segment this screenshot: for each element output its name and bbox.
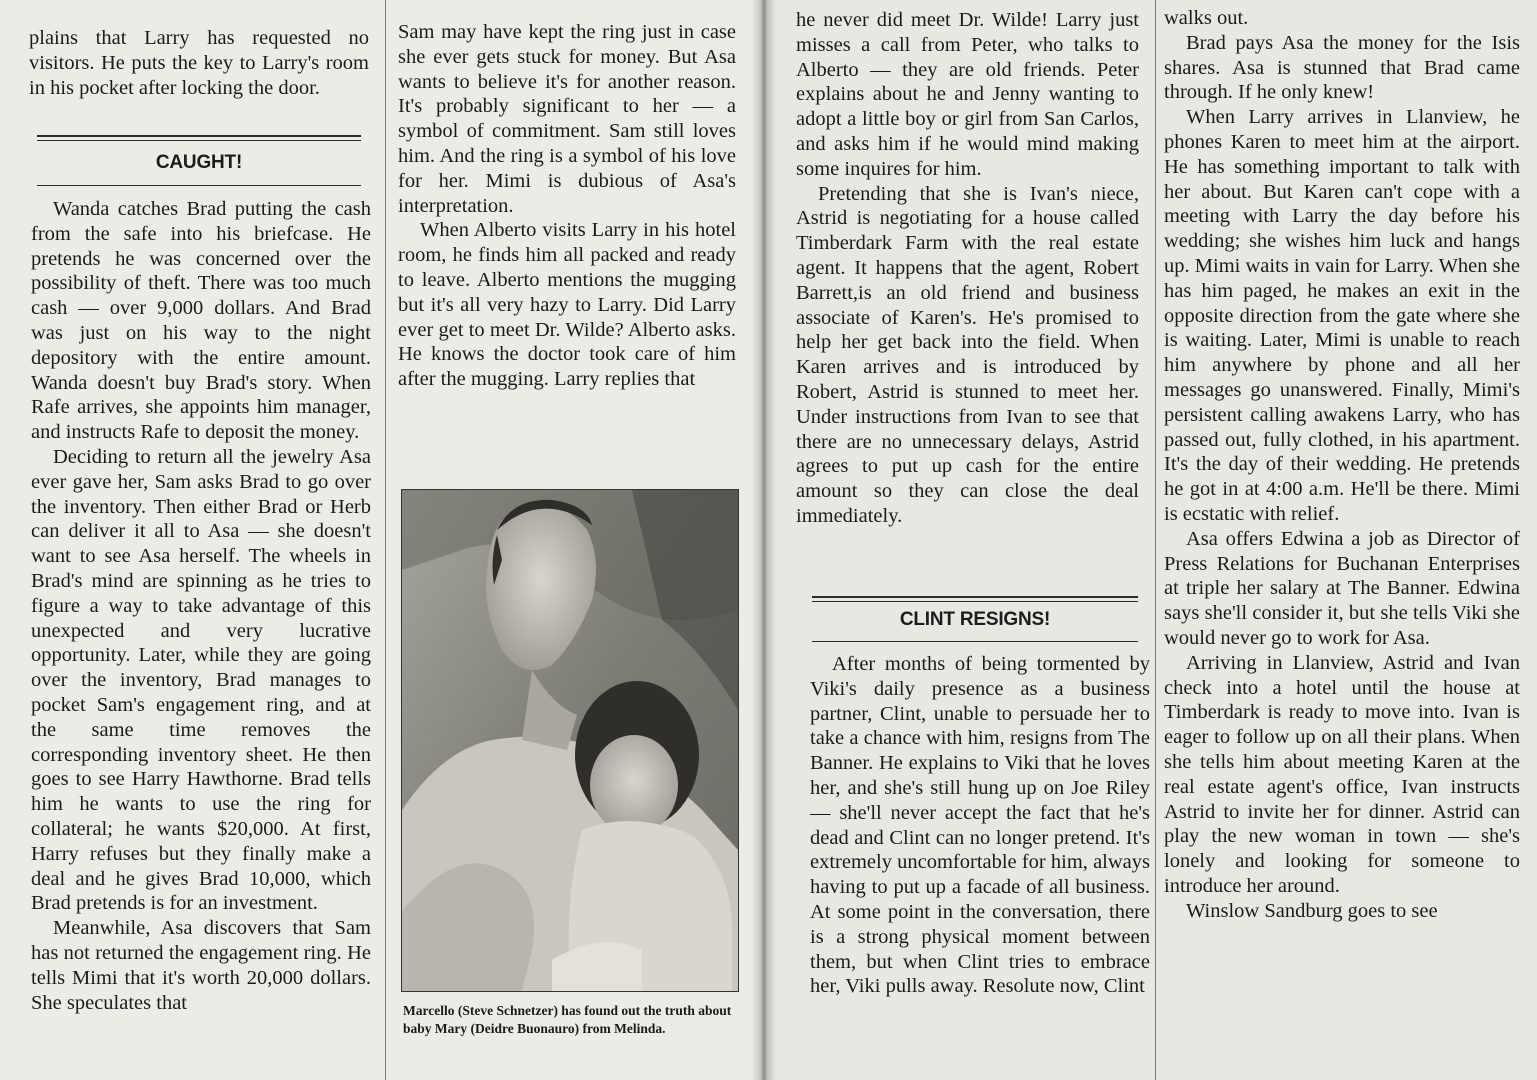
paragraph: Wanda catches Brad putting the cash from the safe into his briefcase. He pretends he was concerned over the possibility of theft. There was too much cash — over 9,000 dollars. And Brad was just on his way to the night depository with the entire amount. Wanda doesn't buy Brad's story. When Rafe arrives, she appoints him manager, and instructs Rafe to deposit the money. (31, 198, 371, 444)
paragraph: When Alberto visits Larry in his hotel room, he finds him all packed and ready to leave. Alberto mentions the mugging but it's all very hazy to Larry. Did Larry ever get to meet Dr. Wilde? Alberto asks. He knows the doctor took care of him after the mugging. Larry replies that (398, 219, 736, 391)
paragraph: Pretending that she is Ivan's niece, Astrid is negotiating for a house called Timberdark Farm with the real estate agent. It happens that the agent, Robert Barrett,is an old friend and business associate of Karen's. He's promised to help her get back into the field. When Karen arrives and is introduced by Robert, Astrid is stunned to meet her. Under instructions from Ivan to see that there are no unnecessary delays, Astrid agrees to put up cash for the entire amount so they can close the deal immediately. (796, 182, 1139, 527)
column-1-body (31, 197, 371, 1077)
paragraph: Brad pays Asa the money for the Isis shares. Asa is stunned that Brad came through. If he only knew! (1164, 31, 1520, 104)
column-divider (385, 0, 386, 1080)
column-3 (796, 8, 1139, 588)
heading-rule-top (812, 596, 1138, 598)
paragraph: Arriving in Llanview, Astrid and Ivan check into a hotel until the house at Timberdark is ready to move into. Ivan is eager to follow up on all their plans. When she tells him about meeting Karen at the real estate agent's office, Ivan instructs Astrid to invite her for dinner. Astrid can play the new woman in town — she's lonely and looking for someone to introduce her around. (1164, 651, 1520, 897)
column-3-lower (810, 652, 1150, 1072)
heading-rule-bottom (812, 641, 1138, 642)
section-heading-clint-resigns: CLINT RESIGNS! (899, 609, 1051, 630)
heading-rule-top (37, 135, 361, 137)
column-4 (1164, 6, 1520, 1076)
paragraph: walks out. (1164, 7, 1249, 29)
paragraph: When Larry arrives in Llanview, he phones Karen to meet him at the airport. He has something important to talk with her about. But Karen can't cope with a meeting with Larry the day before his wedding; she wishes him luck and hangs up. Mimi waits in vain for Larry. When she has him paged, he makes an exit in the opposite direction from the gate where she is waiting. Later, Mimi is unable to reach him anywhere by phone and all her messages go unanswered. Finally, Mimi's persistent calling awakens Larry, who has passed out, fully clothed, in his apartment. It's the day of their wedding. He pretends he got in at 4:00 a.m. He'll be there. Mimi is ecstatic with relief. (1164, 106, 1520, 525)
heading-rule-bottom (37, 185, 361, 186)
paragraph: Deciding to return all the jewelry Asa ever gave her, Sam asks Brad to go over the inventory. Then either Brad or Herb can deliver it all to Asa — she doesn't want to see Asa herself. The wheels in Brad's mind are spinning as he tries to figure a way to take advantage of this unexpected and very lucrative opportunity. Later, while they are going over the inventory, Brad manages to pocket Sam's engagement ring, and at the same time removes the corresponding inventory sheet. He then goes to see Harry Hawthorne. Brad tells him he wants to use the ring for collateral; he wants $20,000. At first, Harry refuses but they finally make a deal and he gives Brad 10,000, which Brad pretends is for an investment. (31, 445, 371, 915)
paragraph: After months of being tormented by Viki's daily presence as a business partner, Clint, unable to persuade her to take a chance with him, resigns from The Banner. He explains to Viki that he loves her, and she's still hung up on Joe Riley — she'll never accept the fact that he's dead and Clint can no longer pretend. It's extremely uncomfortable for him, always having to put up a facade of all business. At some point in the conversation, there is a strong physical moment between them, but when Clint tries to embrace her, Viki pulls away. Resolute now, Clint (810, 653, 1150, 998)
section-heading-caught: CAUGHT! (155, 152, 243, 173)
left-page (0, 0, 762, 1080)
paragraph: Winslow Sandburg goes to see (1186, 899, 1438, 922)
paragraph: Meanwhile, Asa discovers that Sam has not returned the engagement ring. He tells Mimi that it's worth 20,000 dollars. She speculates that (31, 917, 371, 1014)
paragraph: Asa offers Edwina a job as Director of Press Relations for Buchanan Enterprises at triple her salary at The Banner. Edwina says she'll consider it, but she tells Viki she would never go to work for Asa. (1164, 527, 1520, 649)
paragraph: Sam may have kept the ring just in case she ever gets stuck for money. But Asa wants to believe it's for another reason. It's probably significant to her — a symbol of commitment. Sam still loves him. And the ring is a symbol of his love for her. Mimi is dubious of Asa's interpretation. (398, 21, 736, 217)
photo-image (402, 490, 738, 991)
photo-caption: Marcello (Steve Schnetzer) has found out the truth about baby Mary (Deidre Buonauro) from Melinda. (403, 1003, 732, 1036)
book-gutter (752, 0, 776, 1080)
right-page (768, 0, 1537, 1080)
photo-man-holding-child (401, 489, 739, 992)
paragraph: he never did meet Dr. Wilde! Larry just misses a call from Peter, who talks to Alberto — they are old friends. Peter explains about he and Jenny wanting to adopt a little boy or girl from San Carlos, and asks him if he would mind making some inquires for him. (796, 9, 1139, 180)
column-divider (1155, 0, 1156, 1080)
heading-rule-top-thin (37, 140, 361, 141)
intro-paragraph: plains that Larry has requested no visitors. He puts the key to Larry's room in his pocket after locking the door. (29, 27, 369, 99)
heading-rule-top-thin (812, 601, 1138, 602)
column-2 (398, 20, 736, 480)
